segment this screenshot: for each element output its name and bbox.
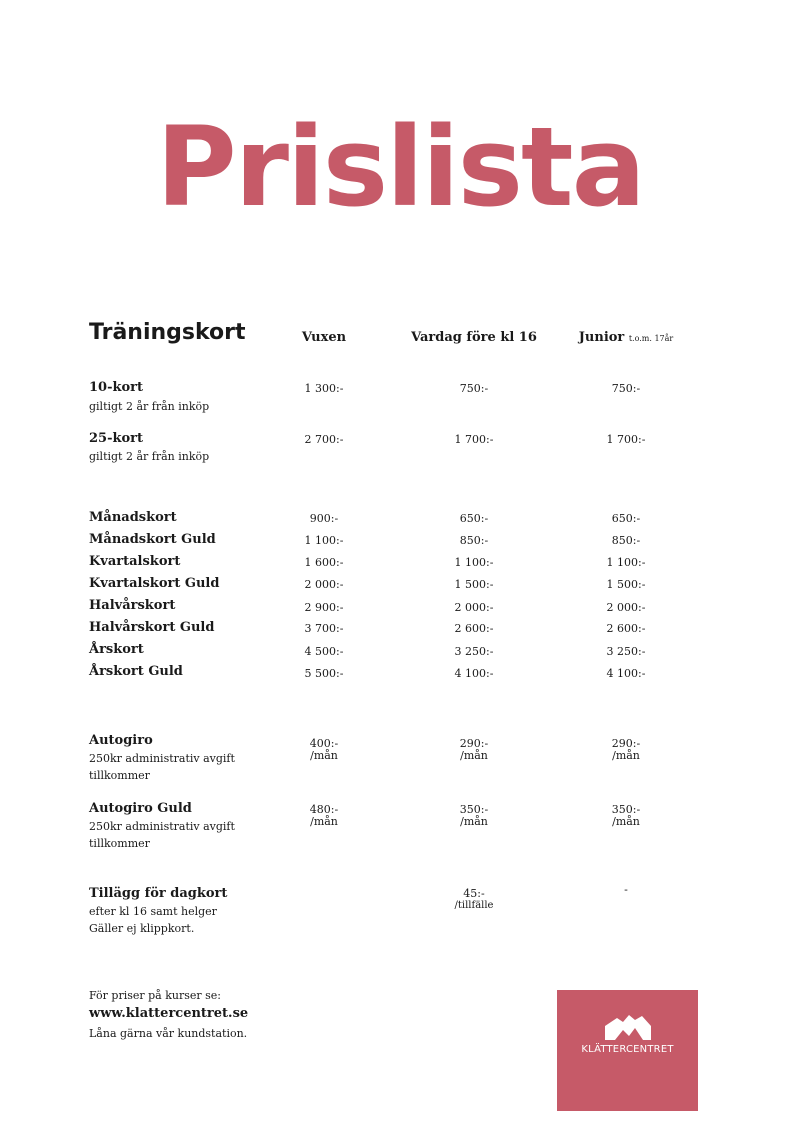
price-cell: 2 700:- [304,433,344,446]
row-name: Kvartalskort Guld [89,576,220,591]
row-sub: giltigt 2 år från inköp [89,450,210,463]
price-cell: 2 000:- [304,578,344,591]
row-sub: giltigt 2 år från inköp [89,400,210,413]
junior-age-note: t.o.m. 17år [628,334,674,343]
row-name: 10-kort [89,380,144,395]
price-cell: 350:- /mån [459,803,489,828]
row-sub: efter kl 16 samt helger [89,905,217,918]
row-name: Autogiro Guld [89,801,192,816]
price-cell: 2 000:- [454,601,494,614]
price-cell: 750:- [611,382,641,395]
price-cell: 2 900:- [304,601,344,614]
page-title: Prislista [156,103,644,231]
row-name: Kvartalskort [89,554,181,569]
mountain-icon [557,990,698,1050]
price-cell: 480:- /mån [309,803,339,828]
footer-text: Låna gärna vår kundstation. [89,1027,248,1040]
row-name: Månadskort [89,510,177,525]
row-name: Årskort [89,642,144,657]
column-header-junior: Junior t.o.m. 17år [578,330,674,345]
price-cell: 1 600:- [304,556,344,569]
price-cell: 350:- /mån [611,803,641,828]
row-sub: tillkommer [89,837,150,850]
row-name: Halvårskort Guld [89,620,215,635]
logo-text: KLÄTTERCENTRET [581,1044,674,1055]
section-title: Träningskort [89,320,246,345]
price-cell: 1 300:- [304,382,344,395]
column-header-adult: Vuxen [301,330,347,345]
column-header-weekday: Vardag före kl 16 [411,330,537,345]
row-name: Autogiro [89,733,153,748]
price-cell: - [624,883,628,896]
price-cell: 650:- [459,512,489,525]
price-cell: 2 600:- [606,622,646,635]
price-cell: 2 600:- [454,622,494,635]
row-name: Månadskort Guld [89,532,216,547]
price-cell: 400:- /mån [309,737,339,762]
price-cell: 45:- /tillfälle [454,887,494,911]
price-cell: 850:- [459,534,489,547]
price-cell: 1 500:- [606,578,646,591]
row-name: Halvårskort [89,598,176,613]
row-sub: 250kr administrativ avgift [89,820,235,833]
price-cell: 1 100:- [606,556,646,569]
price-cell: 4 100:- [454,667,494,680]
row-sub: tillkommer [89,769,150,782]
price-cell: 1 100:- [304,534,344,547]
price-cell: 4 100:- [606,667,646,680]
price-cell: 1 100:- [454,556,494,569]
price-cell: 5 500:- [304,667,344,680]
price-cell: 850:- [611,534,641,547]
price-cell: 750:- [459,382,489,395]
price-cell: 900:- [309,512,339,525]
row-sub: 250kr administrativ avgift [89,752,235,765]
price-cell: 1 700:- [606,433,646,446]
price-cell: 1 500:- [454,578,494,591]
price-cell: 290:- /mån [459,737,489,762]
price-cell: 3 250:- [606,645,646,658]
price-cell: 290:- /mån [611,737,641,762]
row-sub: Gäller ej klippkort. [89,922,195,935]
row-name: 25-kort [89,431,144,446]
footer-text: För priser på kurser se: [89,989,222,1002]
footer-url: www.klattercentret.se [89,1006,249,1021]
row-name: Tillägg för dagkort [89,886,228,901]
row-name: Årskort Guld [89,664,183,679]
price-cell: 650:- [611,512,641,525]
price-cell: 1 700:- [454,433,494,446]
price-cell: 4 500:- [304,645,344,658]
klattercentret-logo [557,990,698,1111]
price-cell: 2 000:- [606,601,646,614]
price-cell: 3 250:- [454,645,494,658]
price-cell: 3 700:- [304,622,344,635]
